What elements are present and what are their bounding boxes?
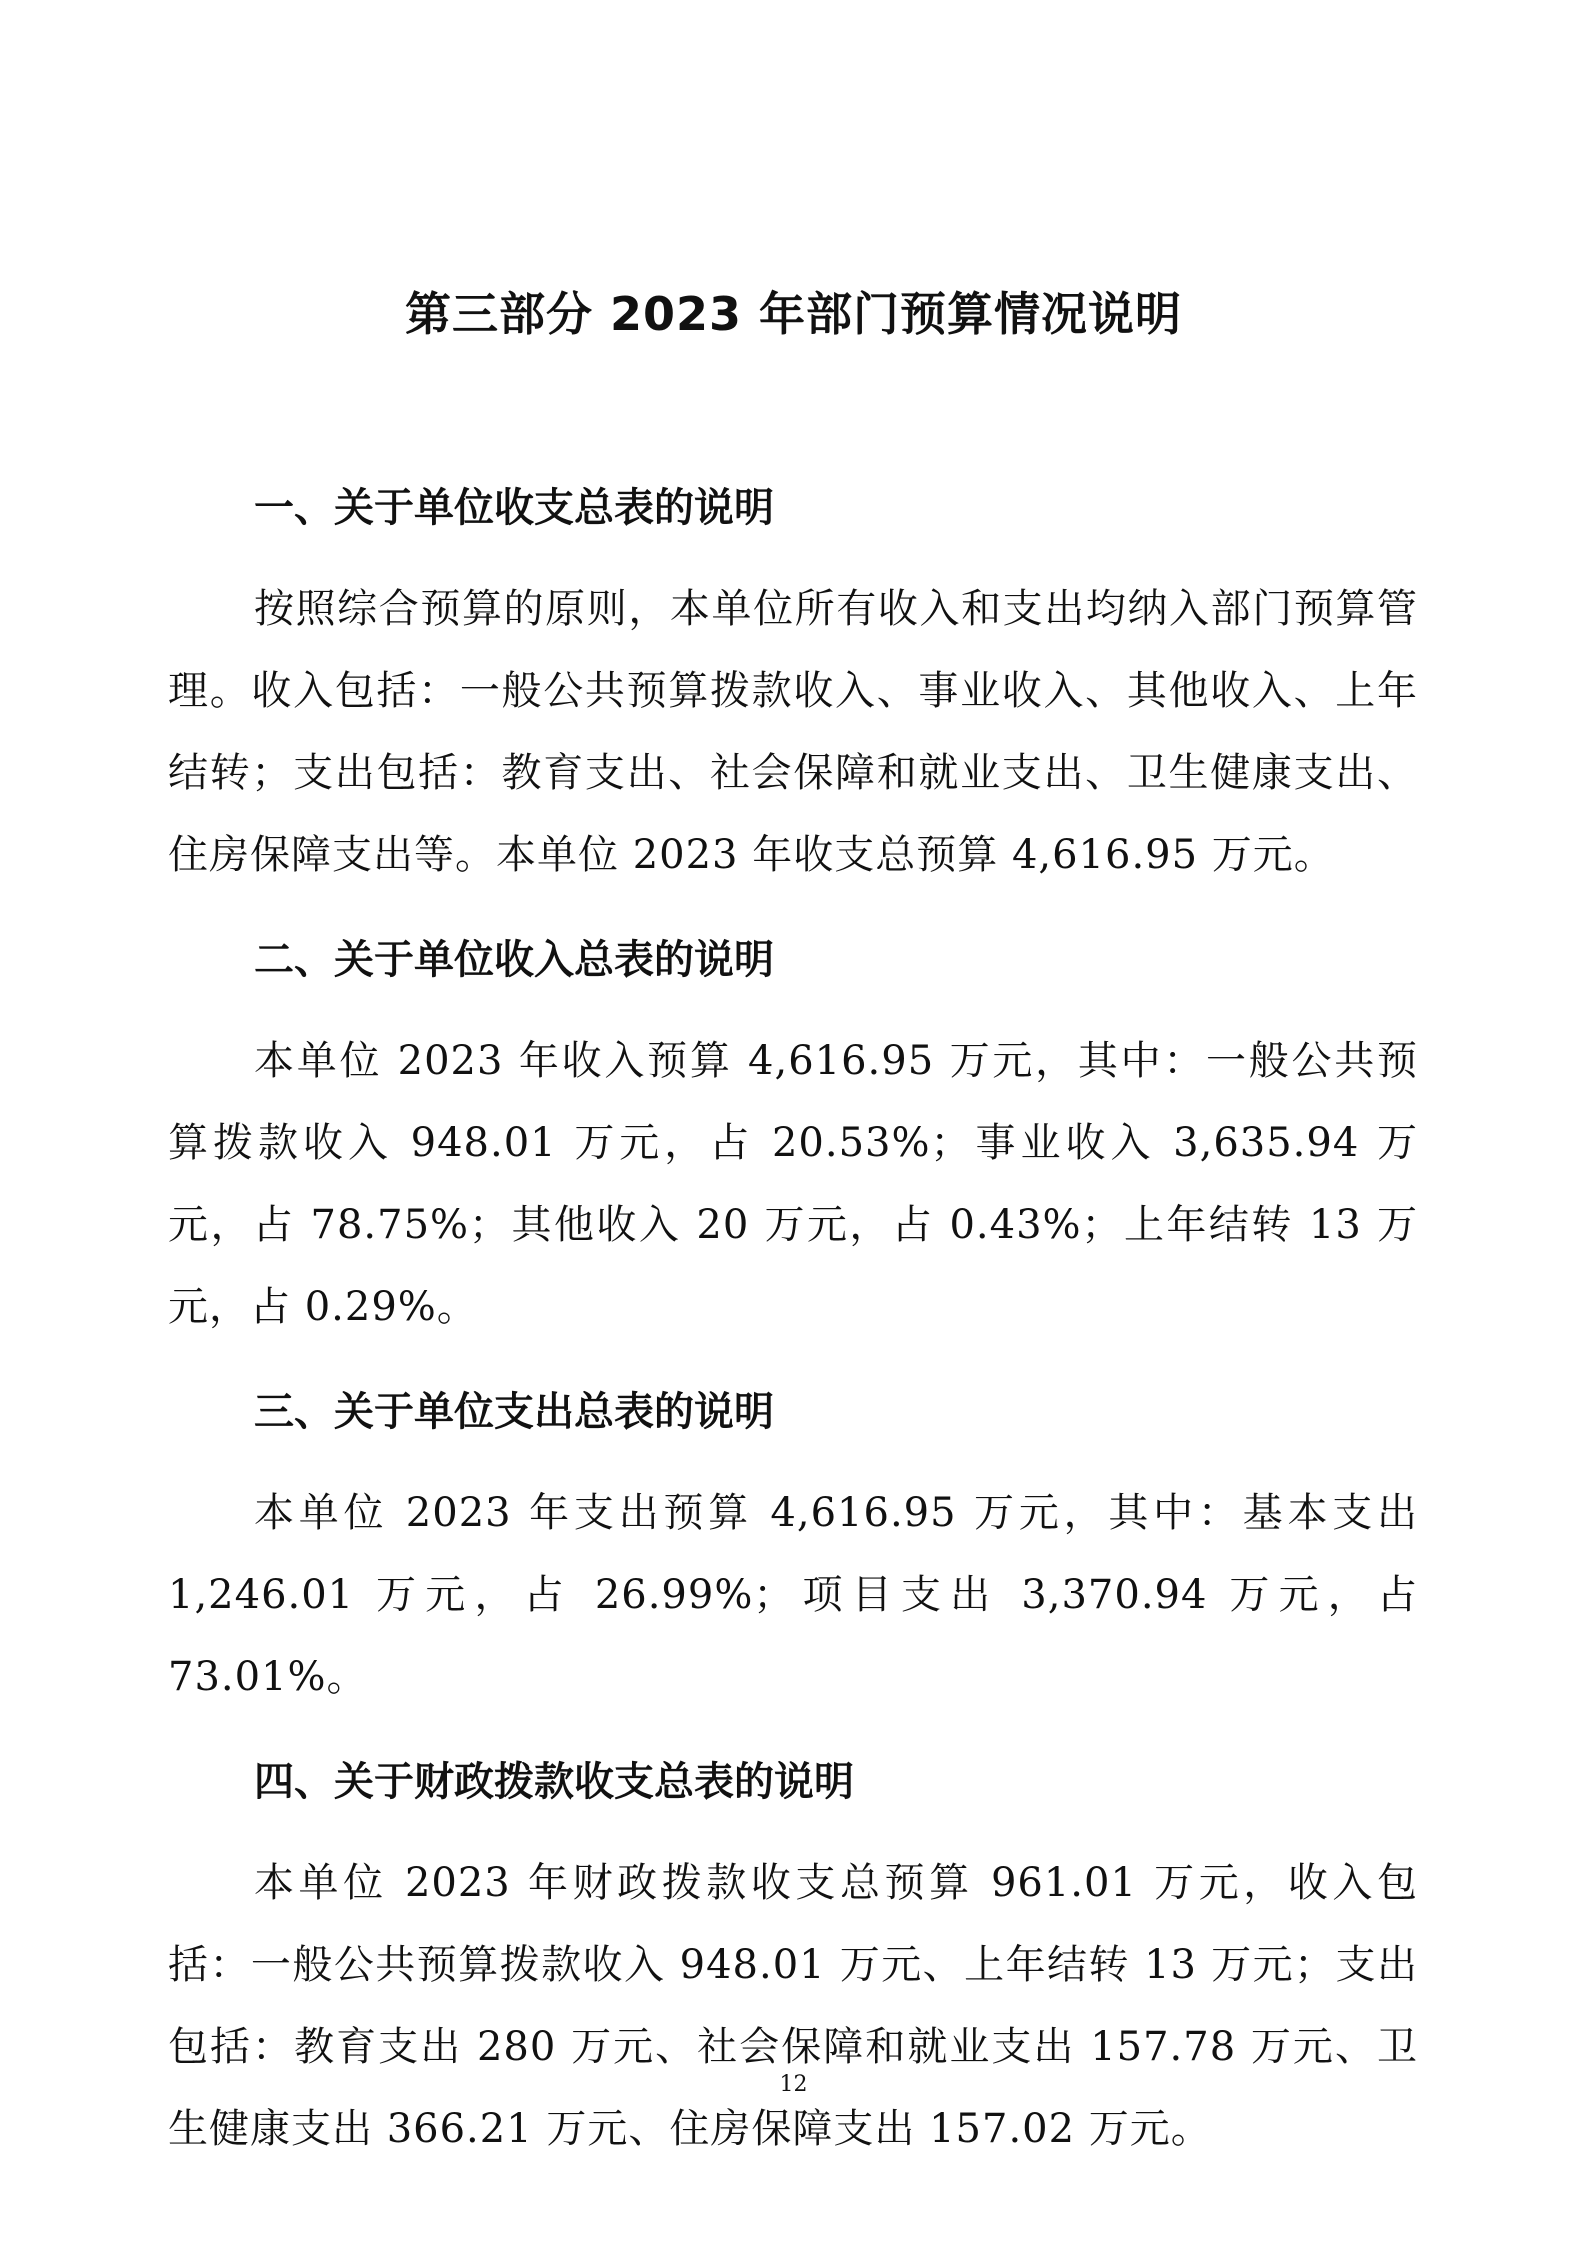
section-body-4: 本单位 2023 年财政拨款收支总预算 961.01 万元，收入包括：一般公共预算拨款收入 948.01 万元、上年结转 13 万元；支出包括：教育支出 280 万元、社会保障和就业支出 157.78 万元、卫生健康支出 366.21 万元、住房保障支出 157.02 万元。 bbox=[168, 1860, 1418, 2152]
section-heading-4: 四、关于财政拨款收支总表的说明 bbox=[254, 1759, 854, 1805]
page-number: 12 bbox=[779, 2072, 808, 2097]
section-body-1: 按照综合预算的原则，本单位所有收入和支出均纳入部门预算管理。收入包括：一般公共预算拨款收入、事业收入、其他收入、上年结转；支出包括：教育支出、社会保障和就业支出、卫生健康支出、住房保障支出等。本单位 2023 年收支总预算 4,616.95 万元。 bbox=[168, 586, 1418, 878]
section-heading-3: 三、关于单位支出总表的说明 bbox=[254, 1389, 774, 1435]
section-body-3: 本单位 2023 年支出预算 4,616.95 万元，其中：基本支出 1,246.01 万元，占 26.99%；项目支出 3,370.94 万元，占 73.01%。 bbox=[168, 1490, 1418, 1700]
section-heading-1: 一、关于单位收支总表的说明 bbox=[254, 485, 774, 531]
page-title: 第三部分 2023 年部门预算情况说明 bbox=[404, 287, 1183, 341]
section-body-2: 本单位 2023 年收入预算 4,616.95 万元，其中：一般公共预算拨款收入 948.01 万元，占 20.53%；事业收入 3,635.94 万元，占 78.75%；其他收入 20 万元，占 0.43%；上年结转 13 万元，占 0.29%。 bbox=[168, 1038, 1418, 1330]
document-body bbox=[168, 478, 1418, 2170]
section-heading-2: 二、关于单位收入总表的说明 bbox=[254, 937, 774, 983]
